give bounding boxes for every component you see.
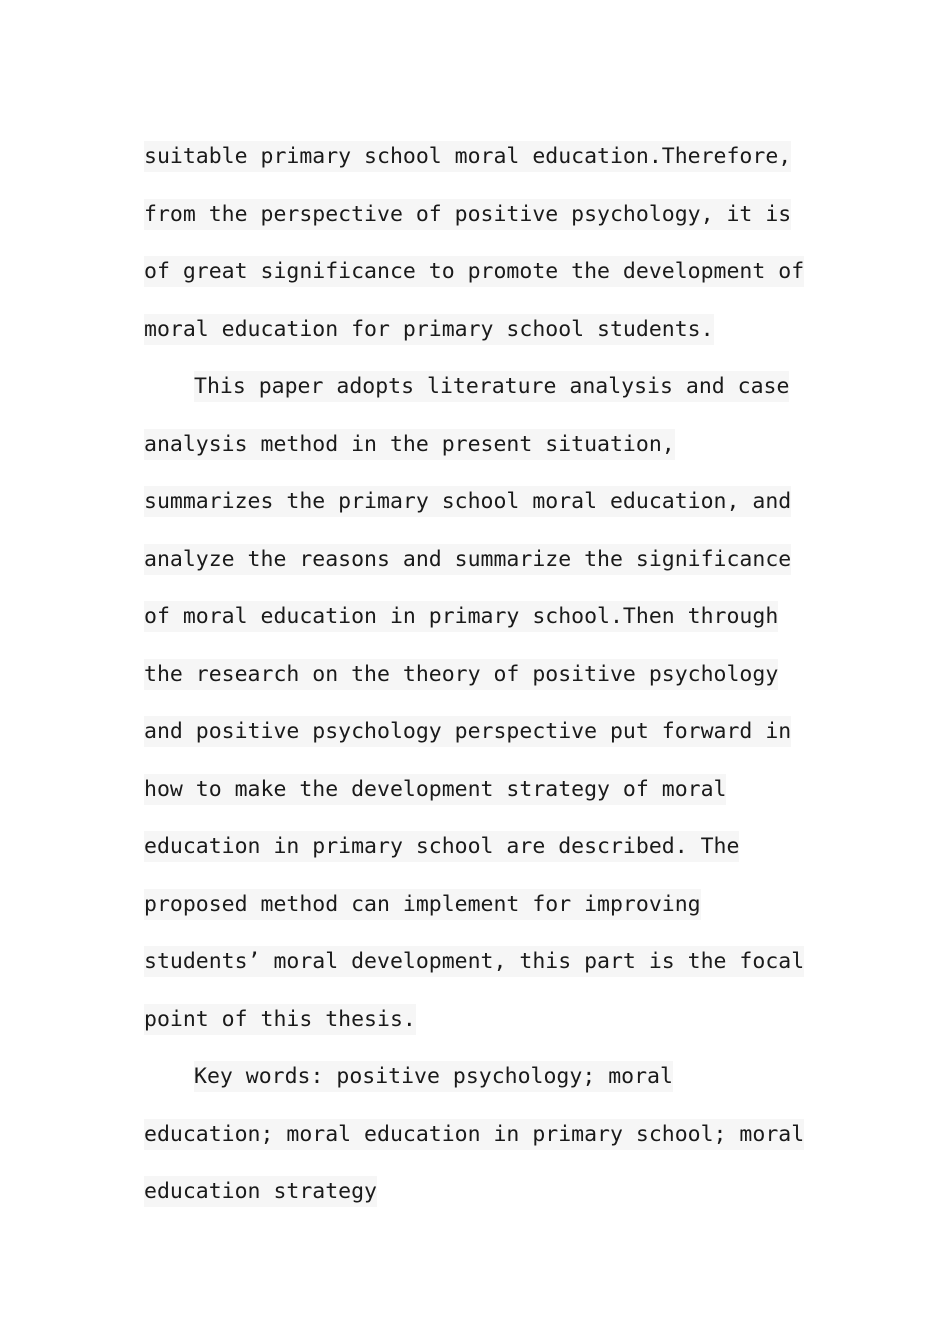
text-line: of moral education in primary school.Then through [144,588,824,646]
text-line: summarizes the primary school moral education, and [144,473,824,531]
text-line: proposed method can implement for improving [144,876,824,934]
text-line: moral education for primary school students. [144,301,824,359]
paragraph-start-line: This paper adopts literature analysis and case [144,358,824,416]
text-line: analyze the reasons and summarize the significance [144,531,824,589]
text-line: of great significance to promote the development of [144,243,824,301]
text-line: and positive psychology perspective put forward in [144,703,824,761]
keywords-line: Key words: positive psychology; moral [144,1048,824,1106]
text-line: how to make the development strategy of moral [144,761,824,819]
keywords-line: education; moral education in primary school; moral [144,1106,824,1164]
text-line: point of this thesis. [144,991,824,1049]
keywords-line: education strategy [144,1163,824,1221]
text-line: students’ moral development, this part is the focal [144,933,824,991]
text-line: suitable primary school moral education.Therefore, [144,128,824,186]
text-line: the research on the theory of positive psychology [144,646,824,704]
text-line: from the perspective of positive psychology, it is [144,186,824,244]
text-line: analysis method in the present situation, [144,416,824,474]
abstract-text [144,128,824,1221]
text-line: education in primary school are described. The [144,818,824,876]
